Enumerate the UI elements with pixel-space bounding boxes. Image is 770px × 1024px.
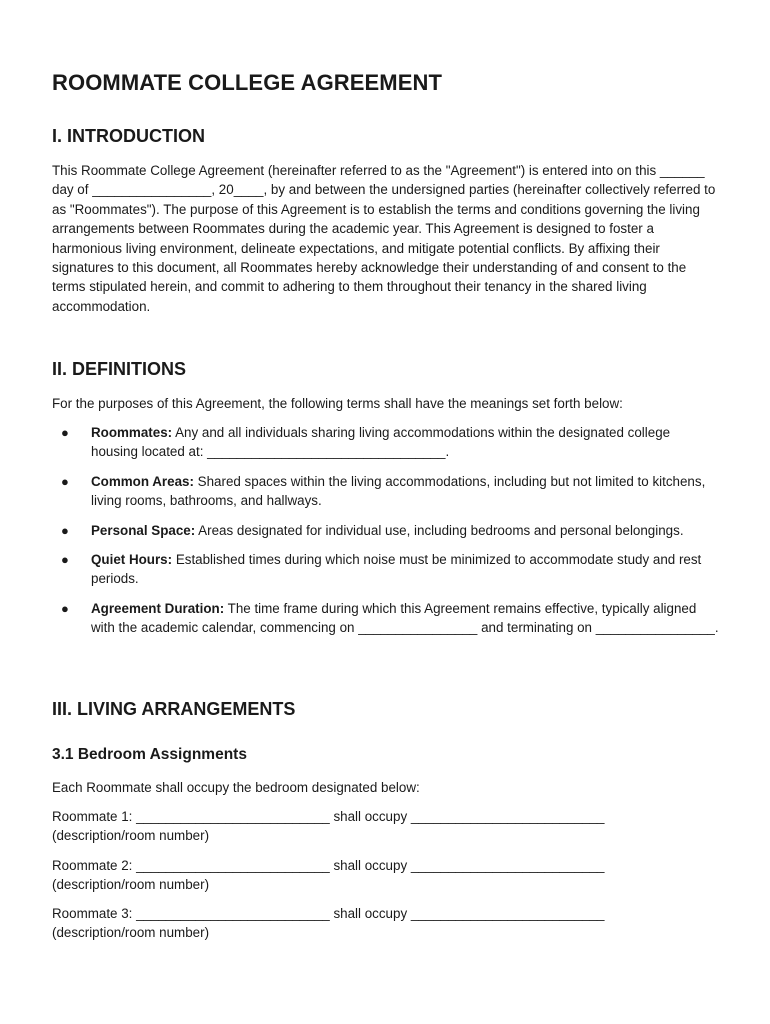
definition-text: Shared spaces within the living accommodations, including but not limited to kitchens, living rooms, bathrooms, and hallways. [91, 473, 706, 509]
definitions-lead: For the purposes of this Agreement, the following terms shall have the meanings set forth below: [52, 396, 623, 411]
section-heading-living-arrangements: III. LIVING ARRANGEMENTS [52, 699, 296, 719]
definition-text: Areas designated for individual use, including bedrooms and personal belongings. [195, 522, 684, 538]
roommate-assignment-line: Roommate 2: __________________________ shall occupy __________________________ [52, 858, 605, 873]
definition-term: Roommates: [91, 425, 173, 440]
roommate-assignment-note: (description/room number) [52, 925, 210, 941]
definition-term: Quiet Hours: [91, 552, 173, 568]
roommate-assignment-line: Roommate 1: __________________________ shall occupy __________________________ [52, 809, 605, 824]
definition-term: Personal Space: [91, 522, 196, 538]
roommate-assignment-1 [52, 807, 720, 846]
bullet-icon: ● [61, 473, 69, 489]
bedroom-assignments-lead: Each Roommate shall occupy the bedroom designated below: [52, 780, 420, 795]
introduction-paragraph: This Roommate College Agreement (hereinafter referred to as the "Agreement") is entered into on this ______ day of ________________, 20____, by and between the undersigned parties (hereinafter collectively referred to as "Roommates"). The purpose of this Agreement is to establish the terms and conditions governing the living arrangements between Roommates during the academic year. This Agreement is designed to foster a harmonious living environment, delineate expectations, and mitigate potential conflicts. By affixing their signatures to this document, all Roommates hereby acknowledge their understanding of and consent to the terms stipulated herein, and commit to adhering to them throughout their tenancy in the shared living accommodation. [52, 163, 716, 314]
definition-text: The time frame during which this Agreement remains effective, typically aligned with the academic calendar, commencing on ________________ and terminating on ________________. [91, 600, 719, 636]
definition-term: Agreement Duration: [91, 600, 225, 616]
definition-term: Common Areas: [91, 473, 194, 489]
definition-item [52, 472, 720, 511]
definition-item [52, 423, 720, 462]
section-heading-definitions: II. DEFINITIONS [52, 359, 187, 379]
definition-item [52, 599, 720, 638]
definition-text: Any and all individuals sharing living accommodations within the designated college housing located at: ________________________________. [91, 425, 671, 460]
bullet-icon: ● [61, 552, 69, 568]
subsection-heading-bedroom-assignments: 3.1 Bedroom Assignments [52, 746, 247, 763]
definition-item [52, 550, 720, 589]
roommate-assignment-2 [52, 856, 720, 895]
roommate-assignment-note: (description/room number) [52, 828, 210, 844]
bullet-icon: ● [61, 522, 69, 538]
roommate-assignment-note: (description/room number) [52, 877, 210, 893]
roommate-assignment-3 [52, 904, 720, 943]
bullet-icon: ● [61, 425, 69, 440]
definitions-list [52, 423, 720, 648]
roommate-assignment-line: Roommate 3: __________________________ shall occupy __________________________ [52, 906, 605, 921]
definition-item [52, 521, 720, 540]
document-title: ROOMMATE COLLEGE AGREEMENT [52, 70, 443, 95]
definition-text: Established times during which noise must be minimized to accommodate study and rest periods. [91, 552, 702, 587]
section-heading-introduction: I. INTRODUCTION [52, 126, 205, 146]
bullet-icon: ● [61, 600, 69, 616]
